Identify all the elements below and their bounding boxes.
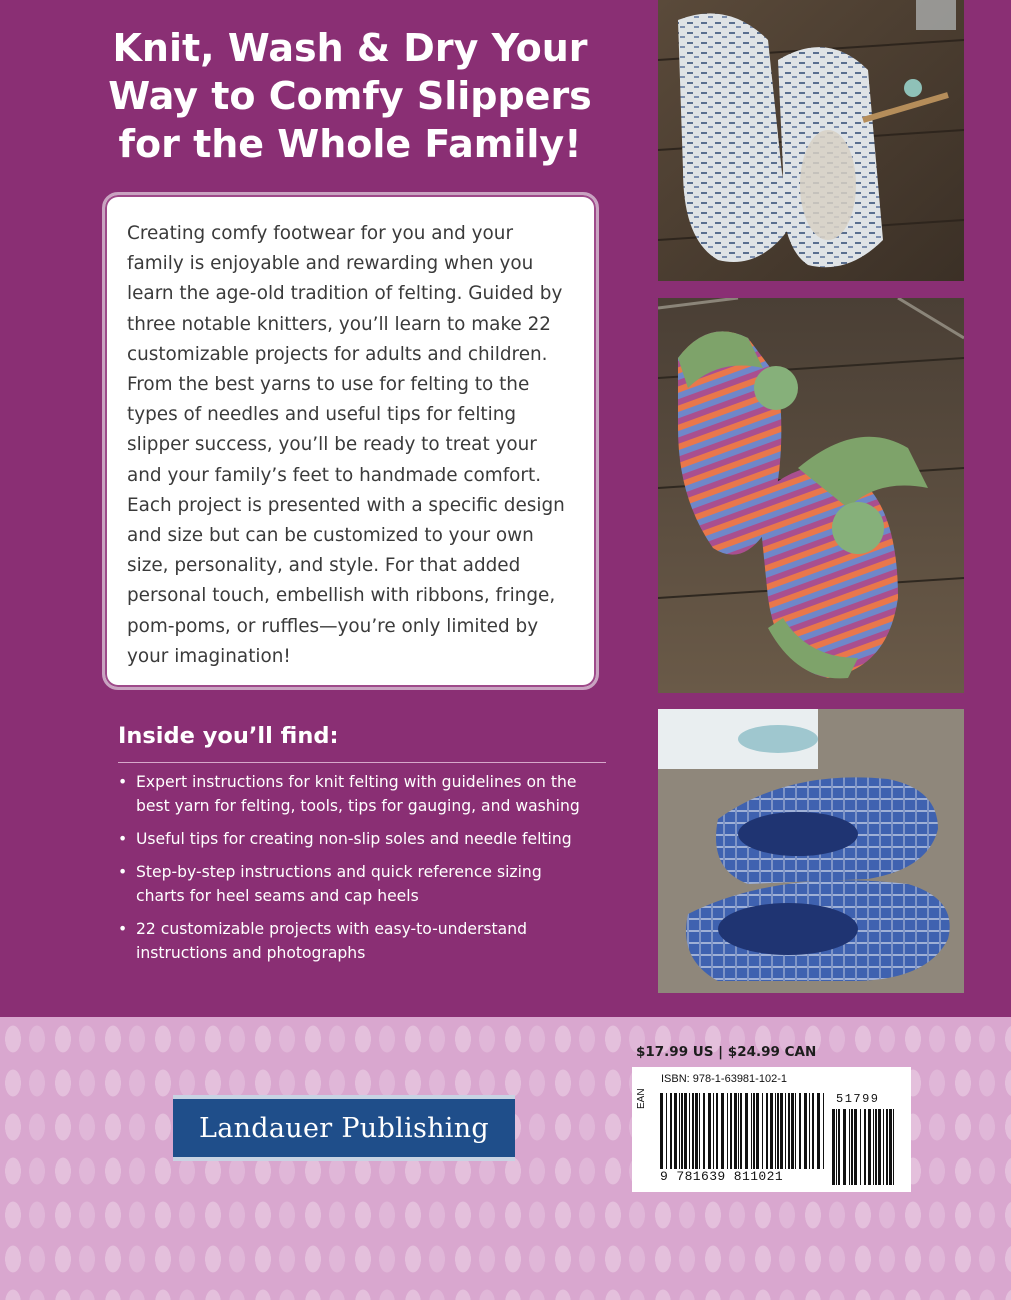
feature-line: • Expert instructions for knit felting with guidelines on the (136, 773, 577, 791)
barcode-bar (875, 1109, 877, 1185)
barcode-bar (854, 1109, 857, 1185)
feature-line: • 22 customizable projects with easy-to-understand (136, 920, 527, 938)
barcode-bar (762, 1093, 763, 1169)
feature-line: instructions and photographs (136, 944, 366, 962)
barcode-bar (713, 1093, 714, 1169)
barcode-bar (745, 1093, 748, 1169)
barcode-bar (860, 1109, 861, 1185)
barcode-bar (886, 1109, 888, 1185)
feature-item (118, 827, 618, 851)
felted-slippers-blue-checked-photo (658, 709, 964, 993)
description-line: Each project is presented with a specific design (127, 494, 565, 516)
description-line: learn the age-old tradition of felting. Guided by (127, 283, 563, 305)
barcode-main-bars (660, 1093, 826, 1169)
barcode-bar (699, 1093, 700, 1169)
barcode-bar (684, 1093, 687, 1169)
barcode-bar (873, 1109, 874, 1185)
feature-line: • Useful tips for creating non-slip soles and needle felting (136, 830, 572, 848)
barcode-bar (770, 1093, 773, 1169)
barcode-bar (751, 1093, 752, 1169)
description-line: pom-poms, or ruffles—you’re only limited by (127, 615, 539, 637)
barcode-bar (716, 1093, 718, 1169)
barcode-bar (692, 1093, 694, 1169)
barcode-bar (695, 1093, 698, 1169)
barcode-bar (721, 1093, 724, 1169)
isbn-label: ISBN: 978-1-63981-102-1 (661, 1073, 787, 1085)
barcode-bar (893, 1109, 894, 1185)
barcode-digits: 9 781639 811021 (660, 1169, 784, 1184)
feature-item (118, 917, 618, 965)
barcode-bar (864, 1109, 866, 1185)
headline-line: for the Whole Family! (118, 122, 582, 166)
felted-slippers-striped-pompom-photo (658, 298, 964, 693)
barcode-bar (836, 1109, 837, 1185)
barcode-box (632, 1067, 911, 1192)
barcode-bar (674, 1093, 677, 1169)
inside-title: Inside you’ll find: (118, 723, 339, 749)
addon-digits: 51799 (836, 1092, 880, 1106)
barcode-bar (708, 1093, 711, 1169)
description-line: family is enjoyable and rewarding when you (127, 253, 534, 275)
barcode-bar (766, 1093, 768, 1169)
headline (70, 24, 630, 168)
barcode-bar (785, 1093, 786, 1169)
barcode-bar (883, 1109, 884, 1185)
barcode-bar (777, 1093, 779, 1169)
barcode-bar (849, 1109, 850, 1185)
barcode-bar (730, 1093, 732, 1169)
barcode-bar (817, 1093, 820, 1169)
description-line: types of needles and useful tips for felting (127, 404, 517, 426)
barcode-bar (703, 1093, 705, 1169)
barcode-bar (843, 1109, 846, 1185)
barcode-bar (689, 1093, 690, 1169)
barcode-bar (738, 1093, 739, 1169)
barcode-bar (788, 1093, 790, 1169)
barcode-bar (679, 1093, 680, 1169)
feature-line: • Step-by-step instructions and quick reference sizing (136, 863, 542, 881)
description-line: Creating comfy footwear for you and your (127, 223, 514, 244)
barcode-bar (832, 1109, 835, 1185)
feature-item (118, 860, 618, 908)
headline-line: Knit, Wash & Dry Your (112, 26, 588, 70)
barcode-bar (889, 1109, 892, 1185)
description-line: your imagination! (127, 645, 291, 667)
headline-line: Way to Comfy Slippers (108, 74, 592, 118)
barcode-bar (753, 1093, 755, 1169)
price-label: $17.99 US | $24.99 CAN (636, 1044, 817, 1060)
description-text (127, 219, 567, 672)
description-line: three notable knitters, you’ll learn to make 22 (127, 313, 551, 335)
barcode-bar (775, 1093, 776, 1169)
barcode-bar (878, 1109, 881, 1185)
barcode-bar (780, 1093, 783, 1169)
barcode-addon-bars (832, 1109, 894, 1185)
ean-label: EAN (636, 1088, 647, 1109)
feature-list (118, 770, 618, 974)
description-line: From the best yarns to use for felting to the (127, 374, 530, 396)
publisher-logo: Landauer Publishing (173, 1095, 515, 1161)
feature-line: charts for heel seams and cap heels (136, 887, 419, 905)
barcode-bar (791, 1093, 794, 1169)
description-box (102, 192, 599, 690)
felted-slippers-blue-speckled-photo (658, 0, 964, 281)
feature-line: best yarn for felting, tools, tips for gauging, and washing (136, 797, 580, 815)
barcode-bar (727, 1093, 728, 1169)
barcode-bar (734, 1093, 737, 1169)
barcode-bar (868, 1109, 871, 1185)
barcode-bar (804, 1093, 807, 1169)
barcode-bar (838, 1109, 840, 1185)
description-line: and size but can be customized to your own (127, 525, 534, 547)
barcode-bar (809, 1093, 810, 1169)
divider (118, 762, 606, 763)
barcode-bar (756, 1093, 759, 1169)
barcode-bar (670, 1093, 672, 1169)
barcode-bar (666, 1093, 667, 1169)
feature-item (118, 770, 618, 818)
barcode-bar (681, 1093, 683, 1169)
description-line: slipper success, you’ll be ready to treat your (127, 434, 537, 456)
description-line: customizable projects for adults and children. (127, 343, 548, 365)
barcode-bar (795, 1093, 796, 1169)
description-line: and your family’s feet to handmade comfort. (127, 464, 542, 486)
description-line: size, personality, and style. For that added (127, 555, 521, 577)
barcode-bar (851, 1109, 853, 1185)
barcode-bar (660, 1093, 663, 1169)
barcode-bar (823, 1093, 824, 1169)
description-line: personal touch, embellish with ribbons, fringe, (127, 585, 556, 607)
barcode-bar (812, 1093, 814, 1169)
barcode-bar (799, 1093, 801, 1169)
barcode-bar (740, 1093, 742, 1169)
